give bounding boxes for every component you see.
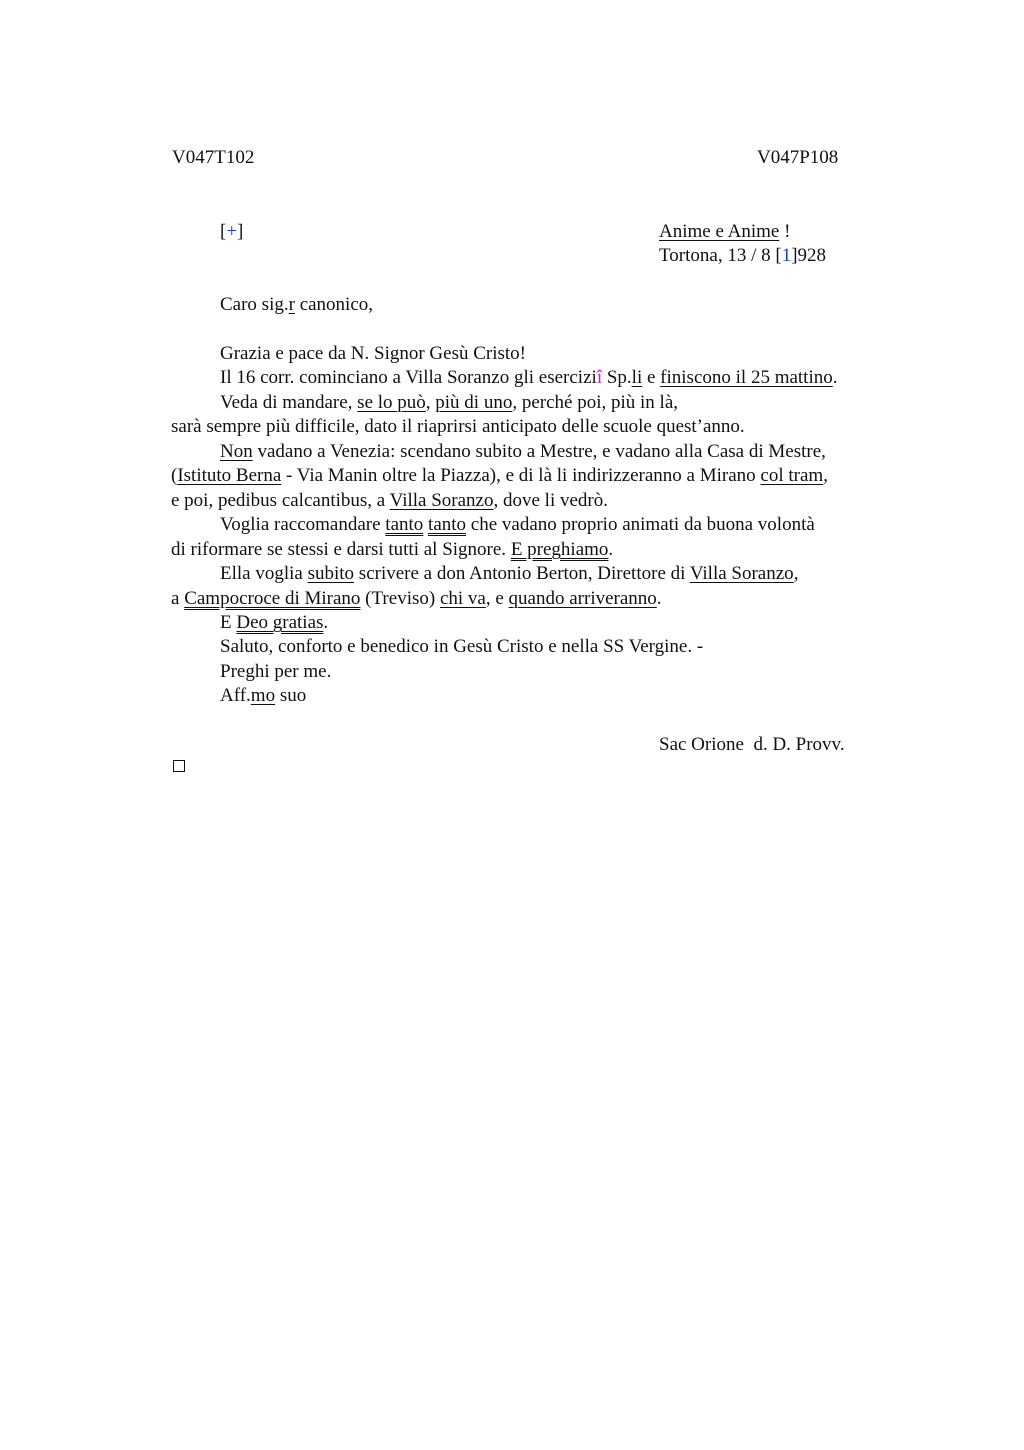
body-line-7 [220, 513, 815, 537]
underlined-text: Non [220, 441, 253, 462]
underlined-text: quando arriveranno [508, 588, 657, 609]
underlined-text: Istituto Berna [177, 465, 282, 486]
text: e poi, pedibus calcantibus, a [171, 490, 390, 511]
body-line-9 [220, 562, 798, 586]
date-year: ]928 [791, 245, 827, 266]
double-underlined-text: tanto [428, 514, 467, 535]
greeting-line: Grazia e pace da N. Signor Gesù Cristo! [220, 343, 527, 364]
salutation-post: canonico, [294, 294, 374, 315]
salutation-abbrev: r [288, 294, 295, 315]
text: e [642, 367, 661, 388]
text: che vadano proprio animati da buona volontà [466, 514, 815, 535]
text: Ella voglia [220, 563, 308, 584]
document-code-left: V047T102 [172, 147, 255, 168]
motto-text: Anime e Anime [659, 221, 780, 242]
underlined-text: più di uno [435, 392, 513, 413]
text: Sp. [602, 367, 632, 388]
text: , [425, 392, 436, 413]
body-line-4 [220, 440, 826, 464]
text: . [832, 367, 838, 388]
text: . [608, 539, 614, 560]
text: , perché poi, più in là, [512, 392, 679, 413]
body-line-5 [171, 464, 828, 488]
motto-exclaim: ! [779, 221, 791, 242]
text: , [793, 563, 799, 584]
underlined-text: chi va [439, 588, 486, 609]
text: . [323, 612, 329, 633]
cross-marker [220, 220, 243, 244]
underlined-text: Villa Soranzo [389, 490, 494, 511]
text: , [823, 465, 828, 486]
body-line-11 [220, 611, 328, 635]
underlined-text: subito [307, 563, 355, 584]
text: Voglia raccomandare [220, 514, 386, 535]
double-underlined-text: Campocroce di Mirano [184, 588, 361, 609]
salutation-pre: Caro sig. [220, 294, 289, 315]
end-square-icon [173, 760, 185, 772]
text: a [171, 588, 185, 609]
date-place [659, 244, 826, 268]
text: suo [275, 685, 307, 706]
motto [659, 220, 790, 244]
body-line-2 [220, 391, 678, 415]
body-line-12: Saluto, conforto e benedico in Gesù Cristo e nella SS Vergine. - [220, 636, 704, 657]
double-underlined-text: E preghiamo [510, 539, 609, 560]
closing-line [220, 684, 306, 708]
text: . [656, 588, 662, 609]
text: vadano a Venezia: scendano subito a Mestre, e vadano alla Casa di Mestre, [252, 441, 826, 462]
double-underlined-text: Deo gratias [236, 612, 324, 633]
text: ( [171, 465, 178, 486]
salutation [220, 293, 373, 317]
cross-icon: + [226, 221, 238, 242]
body-line-6 [171, 489, 608, 513]
signature: Sac Orione d. D. Provv. [659, 734, 845, 755]
body-line-3: sarà sempre più difficile, dato il riaprirsi anticipato delle scuole quest’anno. [171, 416, 745, 437]
text: Il 16 corr. cominciano a Villa Soranzo gli esercizi [220, 367, 597, 388]
underlined-text: finiscono il 25 mattino [660, 367, 833, 388]
document-code-right: V047P108 [757, 147, 839, 168]
abbrev: mo [250, 685, 276, 706]
body-line-8 [171, 538, 613, 562]
footnote-ref[interactable]: 1 [781, 245, 792, 266]
bracket-close: ] [237, 221, 244, 242]
text: scrivere a don Antonio Berton, Direttore di [354, 563, 690, 584]
abbrev: li [631, 367, 643, 388]
text: , e [485, 588, 509, 609]
text: Veda di mandare, [220, 392, 358, 413]
underlined-text: se lo può [357, 392, 426, 413]
text: E [220, 612, 237, 633]
text: di riformare se stessi e darsi tutti al Signore. [171, 539, 511, 560]
body-line-10 [171, 587, 662, 611]
underlined-text: Villa Soranzo [689, 563, 794, 584]
underlined-text: col tram [760, 465, 824, 486]
date-place-text: Tortona, 13 / 8 [ [659, 245, 782, 266]
body-line-1 [220, 366, 838, 390]
text: Aff. [220, 685, 251, 706]
text: - Via Manin oltre la Piazza), e di là li indirizzeranno a Mirano [281, 465, 761, 486]
correction-mark: î [596, 367, 603, 388]
text: (Treviso) [360, 588, 440, 609]
double-underlined-text: tanto [385, 514, 424, 535]
body-line-13: Preghi per me. [220, 661, 332, 682]
text: , dove li vedrò. [493, 490, 609, 511]
bracket-open: [ [220, 221, 227, 242]
